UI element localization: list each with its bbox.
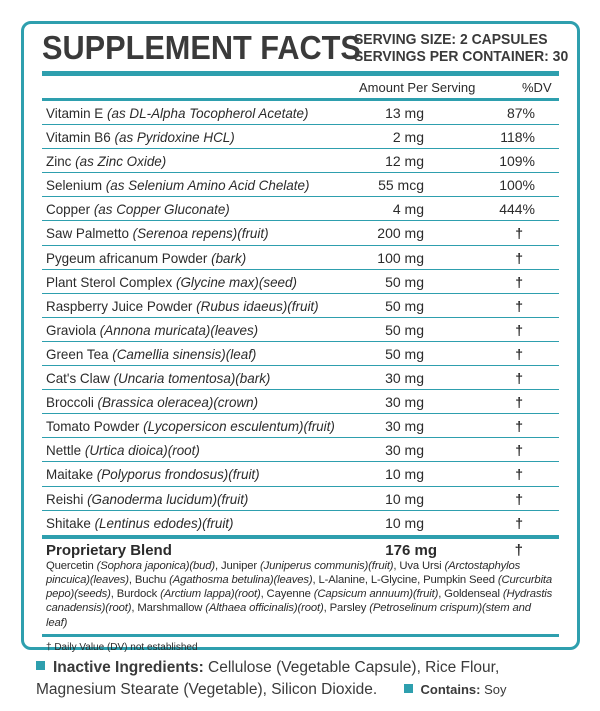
facts-header xyxy=(42,24,569,71)
nutrient-label: Copper xyxy=(46,201,91,218)
nutrient-name xyxy=(46,250,246,266)
nutrient-source: (Ganoderma lucidum)(fruit) xyxy=(87,490,249,507)
bullet-square-icon xyxy=(404,684,413,693)
nutrient-row xyxy=(42,246,559,270)
nutrient-label: Graviola xyxy=(46,321,97,338)
nutrient-source: (Urtica dioica)(root) xyxy=(84,442,200,459)
nutrient-dv: 109% xyxy=(499,153,535,170)
nutrient-row xyxy=(42,511,559,535)
nutrient-name xyxy=(46,466,260,482)
dv-column-header: %DV xyxy=(522,80,552,95)
nutrient-amount: 30 mg xyxy=(385,418,424,435)
nutrient-source: (as DL-Alpha Tocopherol Acetate) xyxy=(107,105,309,121)
nutrient-amount: 50 mg xyxy=(385,297,424,314)
nutrient-name xyxy=(46,153,166,169)
nutrient-row xyxy=(42,125,559,149)
inactive-label: Inactive Ingredients: xyxy=(53,659,204,676)
nutrient-source: (Camellia sinensis)(leaf) xyxy=(112,345,257,362)
nutrient-row xyxy=(42,438,559,462)
nutrient-source: (Glycine max)(seed) xyxy=(175,273,297,290)
nutrient-row xyxy=(42,270,559,294)
column-headers xyxy=(42,76,559,98)
proprietary-blend-dv: † xyxy=(514,541,523,559)
amount-column-header: Amount Per Serving xyxy=(359,80,476,95)
nutrient-dv: 87% xyxy=(506,105,535,121)
nutrient-dv: 100% xyxy=(499,177,535,194)
facts-title: SUPPLEMENT FACTS xyxy=(42,28,361,66)
nutrient-name xyxy=(46,298,319,314)
nutrient-source: (bark) xyxy=(211,249,247,266)
nutrient-dv: † xyxy=(515,225,523,242)
nutrient-row xyxy=(42,414,559,438)
nutrient-label: Reishi xyxy=(46,490,84,507)
bullet-square-icon xyxy=(36,661,45,670)
nutrient-label: Pygeum africanum Powder xyxy=(46,249,208,266)
nutrient-source: (as Selenium Amino Acid Chelate) xyxy=(105,177,310,194)
nutrient-name xyxy=(46,274,297,290)
nutrient-name xyxy=(46,346,256,362)
nutrient-dv: † xyxy=(515,249,523,266)
nutrient-amount: 55 mcg xyxy=(378,177,424,194)
nutrient-row xyxy=(42,462,559,486)
nutrient-dv: † xyxy=(515,370,523,387)
nutrient-name xyxy=(46,129,235,145)
contains-value: Soy xyxy=(484,682,507,697)
nutrient-name xyxy=(46,394,258,410)
nutrient-dv: † xyxy=(515,297,523,314)
nutrient-label: Cat's Claw xyxy=(46,370,110,387)
nutrient-dv: 444% xyxy=(499,201,535,218)
nutrient-name xyxy=(46,442,200,458)
nutrient-source: (as Copper Gluconate) xyxy=(93,201,230,218)
nutrient-dv: † xyxy=(515,345,523,362)
nutrient-dv: † xyxy=(515,490,523,507)
nutrient-source: (Brassica oleracea)(crown) xyxy=(97,394,259,411)
nutrient-dv: † xyxy=(515,418,523,435)
nutrient-dv: † xyxy=(515,273,523,290)
dv-footnote: † Daily Value (DV) not established xyxy=(46,641,198,653)
supplement-facts-panel xyxy=(21,21,580,653)
nutrient-name xyxy=(46,201,230,217)
nutrient-source: (Lentinus edodes)(fruit) xyxy=(94,514,234,531)
nutrient-source: (Annona muricata)(leaves) xyxy=(99,321,259,338)
nutrient-dv: 118% xyxy=(500,129,535,146)
nutrient-label: Zinc xyxy=(46,153,72,170)
nutrient-label: Vitamin E xyxy=(46,105,104,121)
nutrient-amount: 100 mg xyxy=(377,249,424,266)
contains-label: Contains: xyxy=(420,682,481,697)
nutrient-name xyxy=(46,418,335,434)
nutrient-row xyxy=(42,221,559,245)
nutrient-label: Broccoli xyxy=(46,394,94,411)
nutrient-source: (Serenoa repens)(fruit) xyxy=(132,225,269,242)
nutrient-name xyxy=(46,105,308,121)
inactive-ingredients xyxy=(36,657,576,701)
serving-info xyxy=(354,31,568,65)
nutrient-label: Plant Sterol Complex xyxy=(46,273,173,290)
nutrient-label: Saw Palmetto xyxy=(46,225,129,242)
nutrient-source: (Polyporus frondosus)(fruit) xyxy=(96,466,260,483)
nutrient-row xyxy=(42,366,559,390)
nutrient-row xyxy=(42,101,559,125)
nutrient-label: Nettle xyxy=(46,442,82,459)
nutrient-name xyxy=(46,370,270,386)
nutrient-row xyxy=(42,173,559,197)
servings-per-container: SERVINGS PER CONTAINER: 30 xyxy=(354,47,569,65)
nutrient-label: Green Tea xyxy=(46,345,109,362)
nutrient-dv: † xyxy=(515,321,523,338)
proprietary-blend-ingredients: Quercetin (Sophora japonica)(bud), Juniper (Juniperus communis)(fruit), Uva Ursi (Arctostaphylos pincuica)(leaves), Buchu (Agathosma betulina)(leaves), L-Alanine, L-Glycine, Pumpkin Seed (Curcurbita pepo)(seeds), Burdock (Arctium lappa)(root), Cayenne (Capsicum annuum)(fruit), Goldenseal (Hydrastis canadensis)(root), Marshmallow (Althaea officinalis)(root), Parsley (Petroselinum crispum)(stem and leaf) xyxy=(46,559,553,629)
nutrient-label: Shitake xyxy=(46,514,91,531)
nutrient-row xyxy=(42,487,559,511)
nutrient-source: (as Zinc Oxide) xyxy=(75,153,167,170)
nutrient-source: (as Pyridoxine HCL) xyxy=(114,129,235,146)
nutrient-amount: 13 mg xyxy=(385,105,424,121)
nutrient-name xyxy=(46,225,269,241)
nutrient-source: (Rubus idaeus)(fruit) xyxy=(196,297,319,314)
nutrient-name xyxy=(46,177,309,193)
nutrient-label: Maitake xyxy=(46,466,94,483)
nutrient-source: (Lycopersicon esculentum)(fruit) xyxy=(143,418,335,435)
nutrient-name xyxy=(46,491,248,507)
nutrient-list xyxy=(42,101,559,535)
nutrient-amount: 50 mg xyxy=(385,273,424,290)
nutrient-amount: 50 mg xyxy=(385,345,424,362)
proprietary-blend-row xyxy=(42,539,559,559)
nutrient-amount: 200 mg xyxy=(377,225,424,242)
nutrient-amount: 30 mg xyxy=(385,442,424,459)
nutrient-source: (Uncaria tomentosa)(bark) xyxy=(113,370,271,387)
nutrient-name xyxy=(46,322,258,338)
nutrient-dv: † xyxy=(515,466,523,483)
nutrient-dv: † xyxy=(515,394,523,411)
nutrient-dv: † xyxy=(515,442,523,459)
nutrient-amount: 4 mg xyxy=(392,201,424,218)
nutrient-amount: 12 mg xyxy=(385,153,424,170)
nutrient-amount: 30 mg xyxy=(385,394,424,411)
serving-size: SERVING SIZE: 2 CAPSULES xyxy=(354,30,548,48)
nutrient-amount: 50 mg xyxy=(385,321,424,338)
nutrient-name xyxy=(46,515,234,531)
nutrient-row xyxy=(42,149,559,173)
proprietary-blend-name: Proprietary Blend xyxy=(46,541,172,559)
nutrient-row xyxy=(42,342,559,366)
nutrient-row xyxy=(42,294,559,318)
proprietary-blend-amount: 176 mg xyxy=(385,541,437,559)
nutrient-amount: 30 mg xyxy=(385,370,424,387)
nutrient-amount: 10 mg xyxy=(385,490,424,507)
nutrient-dv: † xyxy=(515,514,523,531)
nutrient-amount: 10 mg xyxy=(385,466,424,483)
nutrient-label: Vitamin B6 xyxy=(46,129,111,146)
nutrient-amount: 2 mg xyxy=(392,129,424,146)
nutrient-row xyxy=(42,390,559,414)
nutrient-label: Tomato Powder xyxy=(46,418,140,435)
nutrient-label: Raspberry Juice Powder xyxy=(46,297,193,314)
nutrient-label: Selenium xyxy=(46,177,103,194)
nutrient-row xyxy=(42,318,559,342)
contains-statement xyxy=(404,682,507,697)
inactive-text: Cellulose (Vegetable Capsule), Rice Flour, Magnesium Stearate (Vegetable), Silicon Dioxide. xyxy=(36,659,500,698)
nutrient-amount: 10 mg xyxy=(385,514,424,531)
nutrient-row xyxy=(42,197,559,221)
